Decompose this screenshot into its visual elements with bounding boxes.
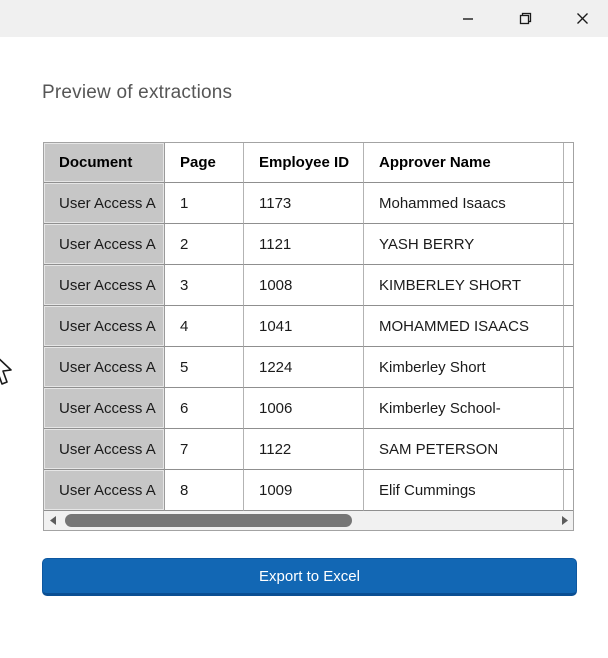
cell-employee-id[interactable]: 1008 bbox=[244, 265, 364, 306]
table-header-row bbox=[44, 143, 573, 183]
cell-stub bbox=[564, 265, 573, 306]
table-row bbox=[44, 388, 573, 429]
cell-approver-name[interactable]: Elif Cummings bbox=[364, 470, 564, 511]
cell-stub bbox=[564, 388, 573, 429]
cell-approver-name[interactable]: Mohammed Isaacs bbox=[364, 183, 564, 224]
cell-page[interactable]: 3 bbox=[165, 265, 244, 306]
cell-stub bbox=[564, 470, 573, 511]
close-button[interactable] bbox=[559, 0, 605, 37]
extractions-table bbox=[43, 142, 574, 531]
cell-document[interactable]: User Access A bbox=[44, 347, 165, 388]
table-body bbox=[44, 183, 573, 511]
cell-page[interactable]: 2 bbox=[165, 224, 244, 265]
horizontal-scrollbar[interactable] bbox=[44, 511, 573, 530]
cell-employee-id[interactable]: 1006 bbox=[244, 388, 364, 429]
table-row bbox=[44, 347, 573, 388]
column-header-document[interactable]: Document bbox=[44, 143, 165, 183]
minimize-button[interactable] bbox=[445, 0, 491, 37]
cell-page[interactable]: 1 bbox=[165, 183, 244, 224]
table-row bbox=[44, 470, 573, 511]
column-header-stub bbox=[564, 143, 573, 183]
titlebar bbox=[0, 0, 608, 37]
cell-employee-id[interactable]: 1224 bbox=[244, 347, 364, 388]
table-row bbox=[44, 306, 573, 347]
export-to-excel-button[interactable]: Export to Excel bbox=[42, 558, 577, 596]
table-row bbox=[44, 183, 573, 224]
scroll-left-button[interactable] bbox=[44, 511, 61, 530]
cell-document[interactable]: User Access A bbox=[44, 183, 165, 224]
cell-stub bbox=[564, 347, 573, 388]
cell-document[interactable]: User Access A bbox=[44, 224, 165, 265]
page-title: Preview of extractions bbox=[42, 82, 233, 103]
cell-document[interactable]: User Access A bbox=[44, 429, 165, 470]
cell-page[interactable]: 8 bbox=[165, 470, 244, 511]
cell-approver-name[interactable]: SAM PETERSON bbox=[364, 429, 564, 470]
cell-approver-name[interactable]: Kimberley Short bbox=[364, 347, 564, 388]
cell-approver-name[interactable]: YASH BERRY bbox=[364, 224, 564, 265]
column-header-approver-name[interactable]: Approver Name bbox=[364, 143, 564, 183]
scrollbar-thumb[interactable] bbox=[65, 514, 352, 527]
table-row bbox=[44, 265, 573, 306]
cell-employee-id[interactable]: 1122 bbox=[244, 429, 364, 470]
cell-employee-id[interactable]: 1173 bbox=[244, 183, 364, 224]
cell-employee-id[interactable]: 1121 bbox=[244, 224, 364, 265]
cell-employee-id[interactable]: 1041 bbox=[244, 306, 364, 347]
minimize-icon bbox=[462, 13, 474, 25]
table-row bbox=[44, 224, 573, 265]
cell-document[interactable]: User Access A bbox=[44, 470, 165, 511]
cell-document[interactable]: User Access A bbox=[44, 388, 165, 429]
restore-icon bbox=[519, 12, 532, 25]
cell-stub bbox=[564, 306, 573, 347]
scroll-right-icon bbox=[561, 516, 569, 525]
column-header-employee-id[interactable]: Employee ID bbox=[244, 143, 364, 183]
cell-approver-name[interactable]: KIMBERLEY SHORT bbox=[364, 265, 564, 306]
restore-button[interactable] bbox=[502, 0, 548, 37]
table-row bbox=[44, 429, 573, 470]
cell-approver-name[interactable]: Kimberley School- bbox=[364, 388, 564, 429]
cell-stub bbox=[564, 429, 573, 470]
cell-page[interactable]: 4 bbox=[165, 306, 244, 347]
close-icon bbox=[576, 12, 589, 25]
cell-approver-name[interactable]: MOHAMMED ISAACS bbox=[364, 306, 564, 347]
cell-page[interactable]: 5 bbox=[165, 347, 244, 388]
mouse-cursor-icon bbox=[0, 350, 16, 394]
scroll-right-button[interactable] bbox=[556, 511, 573, 530]
cell-stub bbox=[564, 183, 573, 224]
cell-page[interactable]: 6 bbox=[165, 388, 244, 429]
column-header-page[interactable]: Page bbox=[165, 143, 244, 183]
cell-page[interactable]: 7 bbox=[165, 429, 244, 470]
cell-document[interactable]: User Access A bbox=[44, 306, 165, 347]
cell-document[interactable]: User Access A bbox=[44, 265, 165, 306]
scroll-left-icon bbox=[49, 516, 57, 525]
cell-employee-id[interactable]: 1009 bbox=[244, 470, 364, 511]
cell-stub bbox=[564, 224, 573, 265]
